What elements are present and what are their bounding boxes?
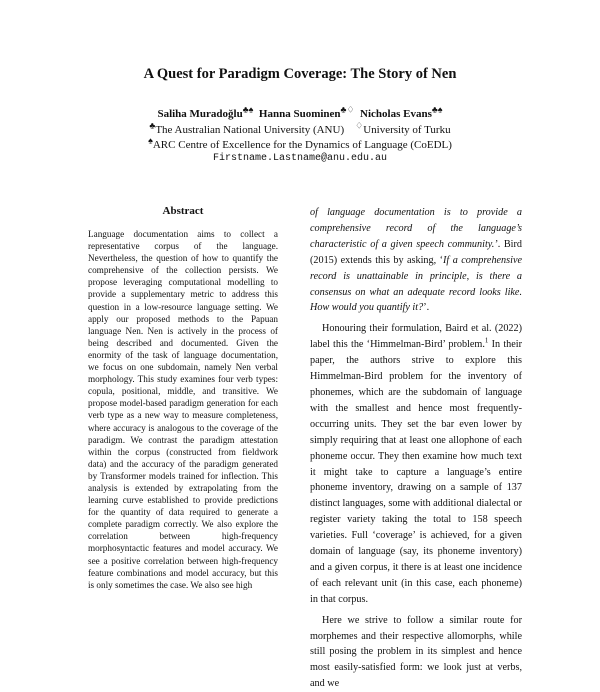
author-name: Nicholas Evans (360, 108, 432, 120)
affiliation-mark: ♢ (355, 120, 364, 131)
paper-title: A Quest for Paradigm Coverage: The Story of Nen (143, 66, 457, 82)
affiliation-mark: ♣ (149, 120, 156, 131)
affiliation-text: University of Turku (363, 124, 451, 136)
quoted-text: If a comprehensive record is unattainable in principle, is there a consensus on what an adequate record looks like. How would you quantify it? (310, 254, 522, 314)
quoted-text: of language documentation is to provide a comprehensive record of the language’s characteristic of a given speech community.’ (310, 207, 522, 250)
contact-email: Firstname.Lastname@anu.edu.au (212, 153, 388, 164)
body-paragraph: Here we strive to follow a similar route for morphemes and their respective allomorphs, while still posing the problem in its simplest and hence most easily-satisfied form: we look just at verbs, and we (310, 614, 522, 690)
footnote-marker: 1 (484, 336, 489, 345)
affiliation-text: ARC Centre of Excellence for the Dynamics of Language (CoEDL) (152, 139, 452, 151)
abstract-heading: Abstract (162, 205, 204, 217)
affiliation-text: The Australian National University (ANU) (155, 124, 345, 136)
affiliation-line (0, 120, 600, 136)
body-column (310, 205, 522, 692)
author-marks: ♣♠ (431, 104, 443, 115)
body-paragraph: Honouring their formulation, Baird et al. (2022) label this the ‘Himmelman-Bird’ problem.$^1$ In their paper, the authors strive to explore this Himmelman-Bird problem for the inventory of phonemes, which are the subdomain of language with the smallest and hence most frequently-occurring units. They set the bar even lower by simply requiring that at least one allophone of each phoneme occur. They then examine how much text it might take to capture a language’s entire phoneme inventory, drawing on a sample of 137 distinct languages, some with additional dialectal or register variety taking the total to 158 speech varieties. Full ‘coverage’ is achieved, for a given domain of language (say, its phoneme inventory) and a given corpus, it there is at least one incidence of each relevant unit (in this case, each phoneme) in that corpus. (310, 323, 523, 605)
author-marks: ♣♢ (340, 104, 355, 115)
author-list (0, 104, 600, 120)
body-paragraph: of language documentation is to provide a comprehensive record of the language’s characteristic of a given speech community.’. Bird (2015) extends this by asking, ‘If a comprehensive record is unattainable in principle, is there a consensus on what an adequate record looks like. How would you quantify it?’. (310, 207, 522, 314)
affiliation-line (0, 135, 600, 151)
author-marks: ♣♠ (242, 104, 254, 115)
author-name: Hanna Suominen (258, 108, 341, 120)
affiliation-mark: ♠ (148, 135, 153, 146)
abstract-text: Language documentation aims to collect a representative corpus of the language. Nevertheless, the question of how to quantify the comprehensive of the collection persists. We propose leveraging computational modelling to provide a supplementary metric to address this question in a low-resource language setting. We apply our proposed methods to the Papuan language Nen. Nen is actively in the process of being described and documented. Given the enormity of the task of language documentation, we focus on one subdomain, namely Nen verbal morphology. This study examines four verb types: copula, positional, middle, and transitive. We propose model-based paradigm generation for each verb type as a new way to measure completeness, where accuracy is analogous to the coverage of the paradigm. We contrast the paradigm attestation within the corpus (constructed from fieldwork data) and the accuracy of the paradigm generated by Transformer models trained for inflection. This analysis is extended by extrapolating from the learning curve established to provide predictions for the quantity of data required to generate a complete paradigm correctly. We also explore the correlation between high-frequency morphosyntactic features and model accuracy. We see a positive correlation between high-frequency feature combinations and model accuracy, but this is only sometimes the case. We also see high (88, 229, 278, 590)
author-name: Saliha Muradoğlu (157, 108, 243, 120)
